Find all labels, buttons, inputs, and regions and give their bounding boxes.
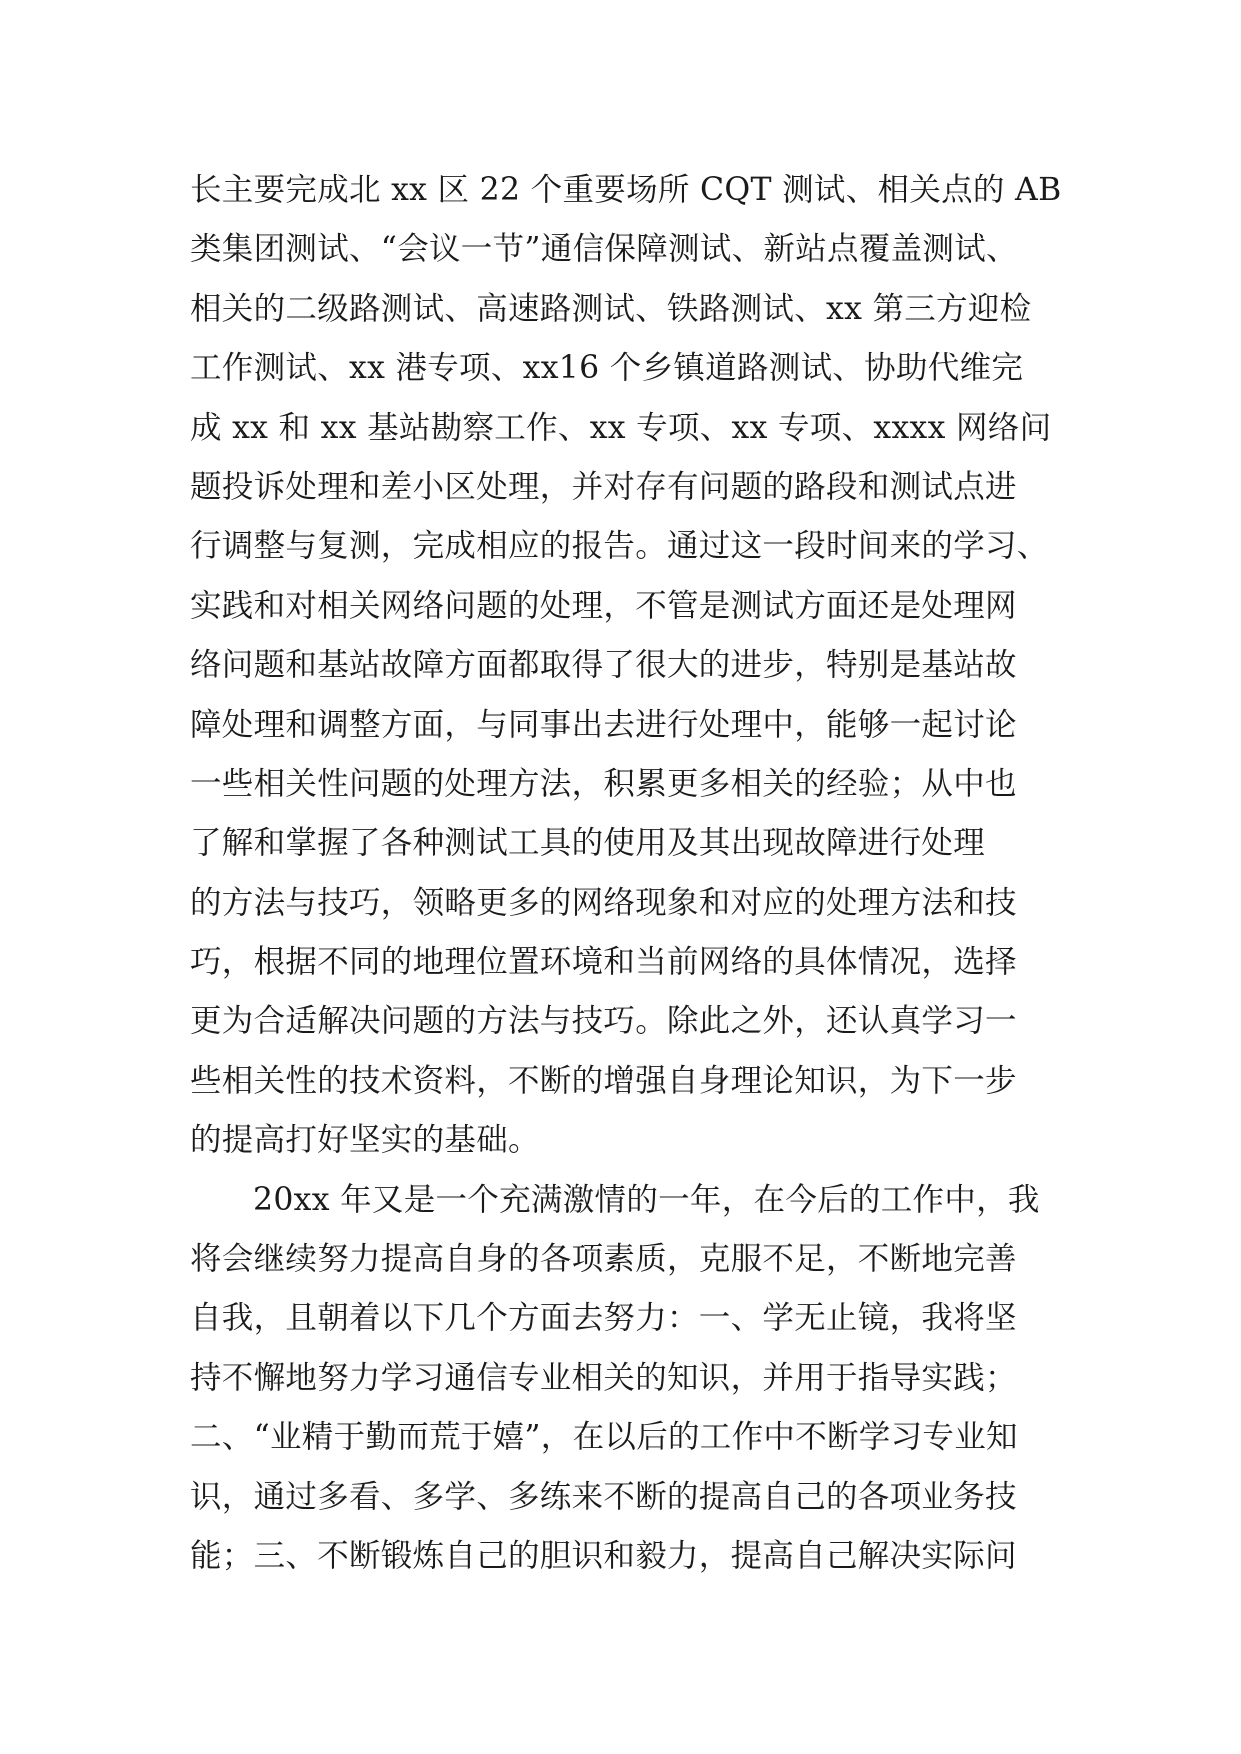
paragraph-1 (190, 161, 1070, 1171)
text-line: 持不懈地努力学习通信专业相关的知识，并用于指导实践； (190, 1359, 1017, 1396)
text-line: 能；三、不断锻炼自己的胆识和毅力，提高自己解决实际问 (190, 1537, 1017, 1574)
text-line: 络问题和基站故障方面都取得了很大的进步，特别是基站故 (190, 647, 1017, 684)
text-line: 长主要完成北 xx 区 22 个重要场所 CQT 测试、相关点的 AB (190, 172, 1062, 208)
text-line: 的方法与技巧，领略更多的网络现象和对应的处理方法和技 (190, 884, 1017, 921)
text-line: 些相关性的技术资料，不断的增强自身理论知识，为下一步 (190, 1062, 1017, 1099)
text-line: 巧，根据不同的地理位置环境和当前网络的具体情况，选择 (190, 944, 1017, 981)
text-line: 工作测试、xx 港专项、xx16 个乡镇道路测试、协助代维完 (190, 350, 1024, 387)
text-line: 相关的二级路测试、高速路测试、铁路测试、xx 第三方迎检 (190, 290, 1032, 327)
text-line: 更为合适解决问题的方法与技巧。除此之外，还认真学习一 (190, 1003, 1017, 1040)
text-line: 题投诉处理和差小区处理，并对存有问题的路段和测试点进 (190, 468, 1017, 505)
text-line: 实践和对相关网络问题的处理，不管是测试方面还是处理网 (190, 587, 1017, 624)
text-line: 一些相关性问题的处理方法，积累更多相关的经验；从中也 (190, 765, 1017, 802)
text-line: 类集团测试、“会议一节”通信保障测试、新站点覆盖测试、 (190, 231, 1018, 268)
text-line: 将会继续努力提高自身的各项素质，克服不足，不断地完善 (190, 1241, 1017, 1278)
text-line: 行调整与复测，完成相应的报告。通过这一段时间来的学习、 (190, 528, 1049, 565)
paragraph-2 (190, 1171, 1070, 1587)
text-line: 了解和掌握了各种测试工具的使用及其出现故障进行处理 (190, 825, 986, 862)
text-line: 20xx 年又是一个充满激情的一年，在今后的工作中，我 (253, 1181, 1040, 1218)
text-line: 障处理和调整方面，与同事出去进行处理中，能够一起讨论 (190, 706, 1017, 743)
text-line: 二、“业精于勤而荒于嬉”，在以后的工作中不断学习专业知 (190, 1419, 1018, 1456)
document-body (190, 161, 1070, 1586)
text-line: 成 xx 和 xx 基站勘察工作、xx 专项、xx 专项、xxxx 网络问 (190, 409, 1052, 446)
text-line: 的提高打好坚实的基础。 (190, 1122, 540, 1159)
text-line: 识，通过多看、多学、多练来不断的提高自己的各项业务技 (190, 1478, 1017, 1515)
text-line: 自我，且朝着以下几个方面去努力：一、学无止镜，我将坚 (190, 1300, 1017, 1337)
